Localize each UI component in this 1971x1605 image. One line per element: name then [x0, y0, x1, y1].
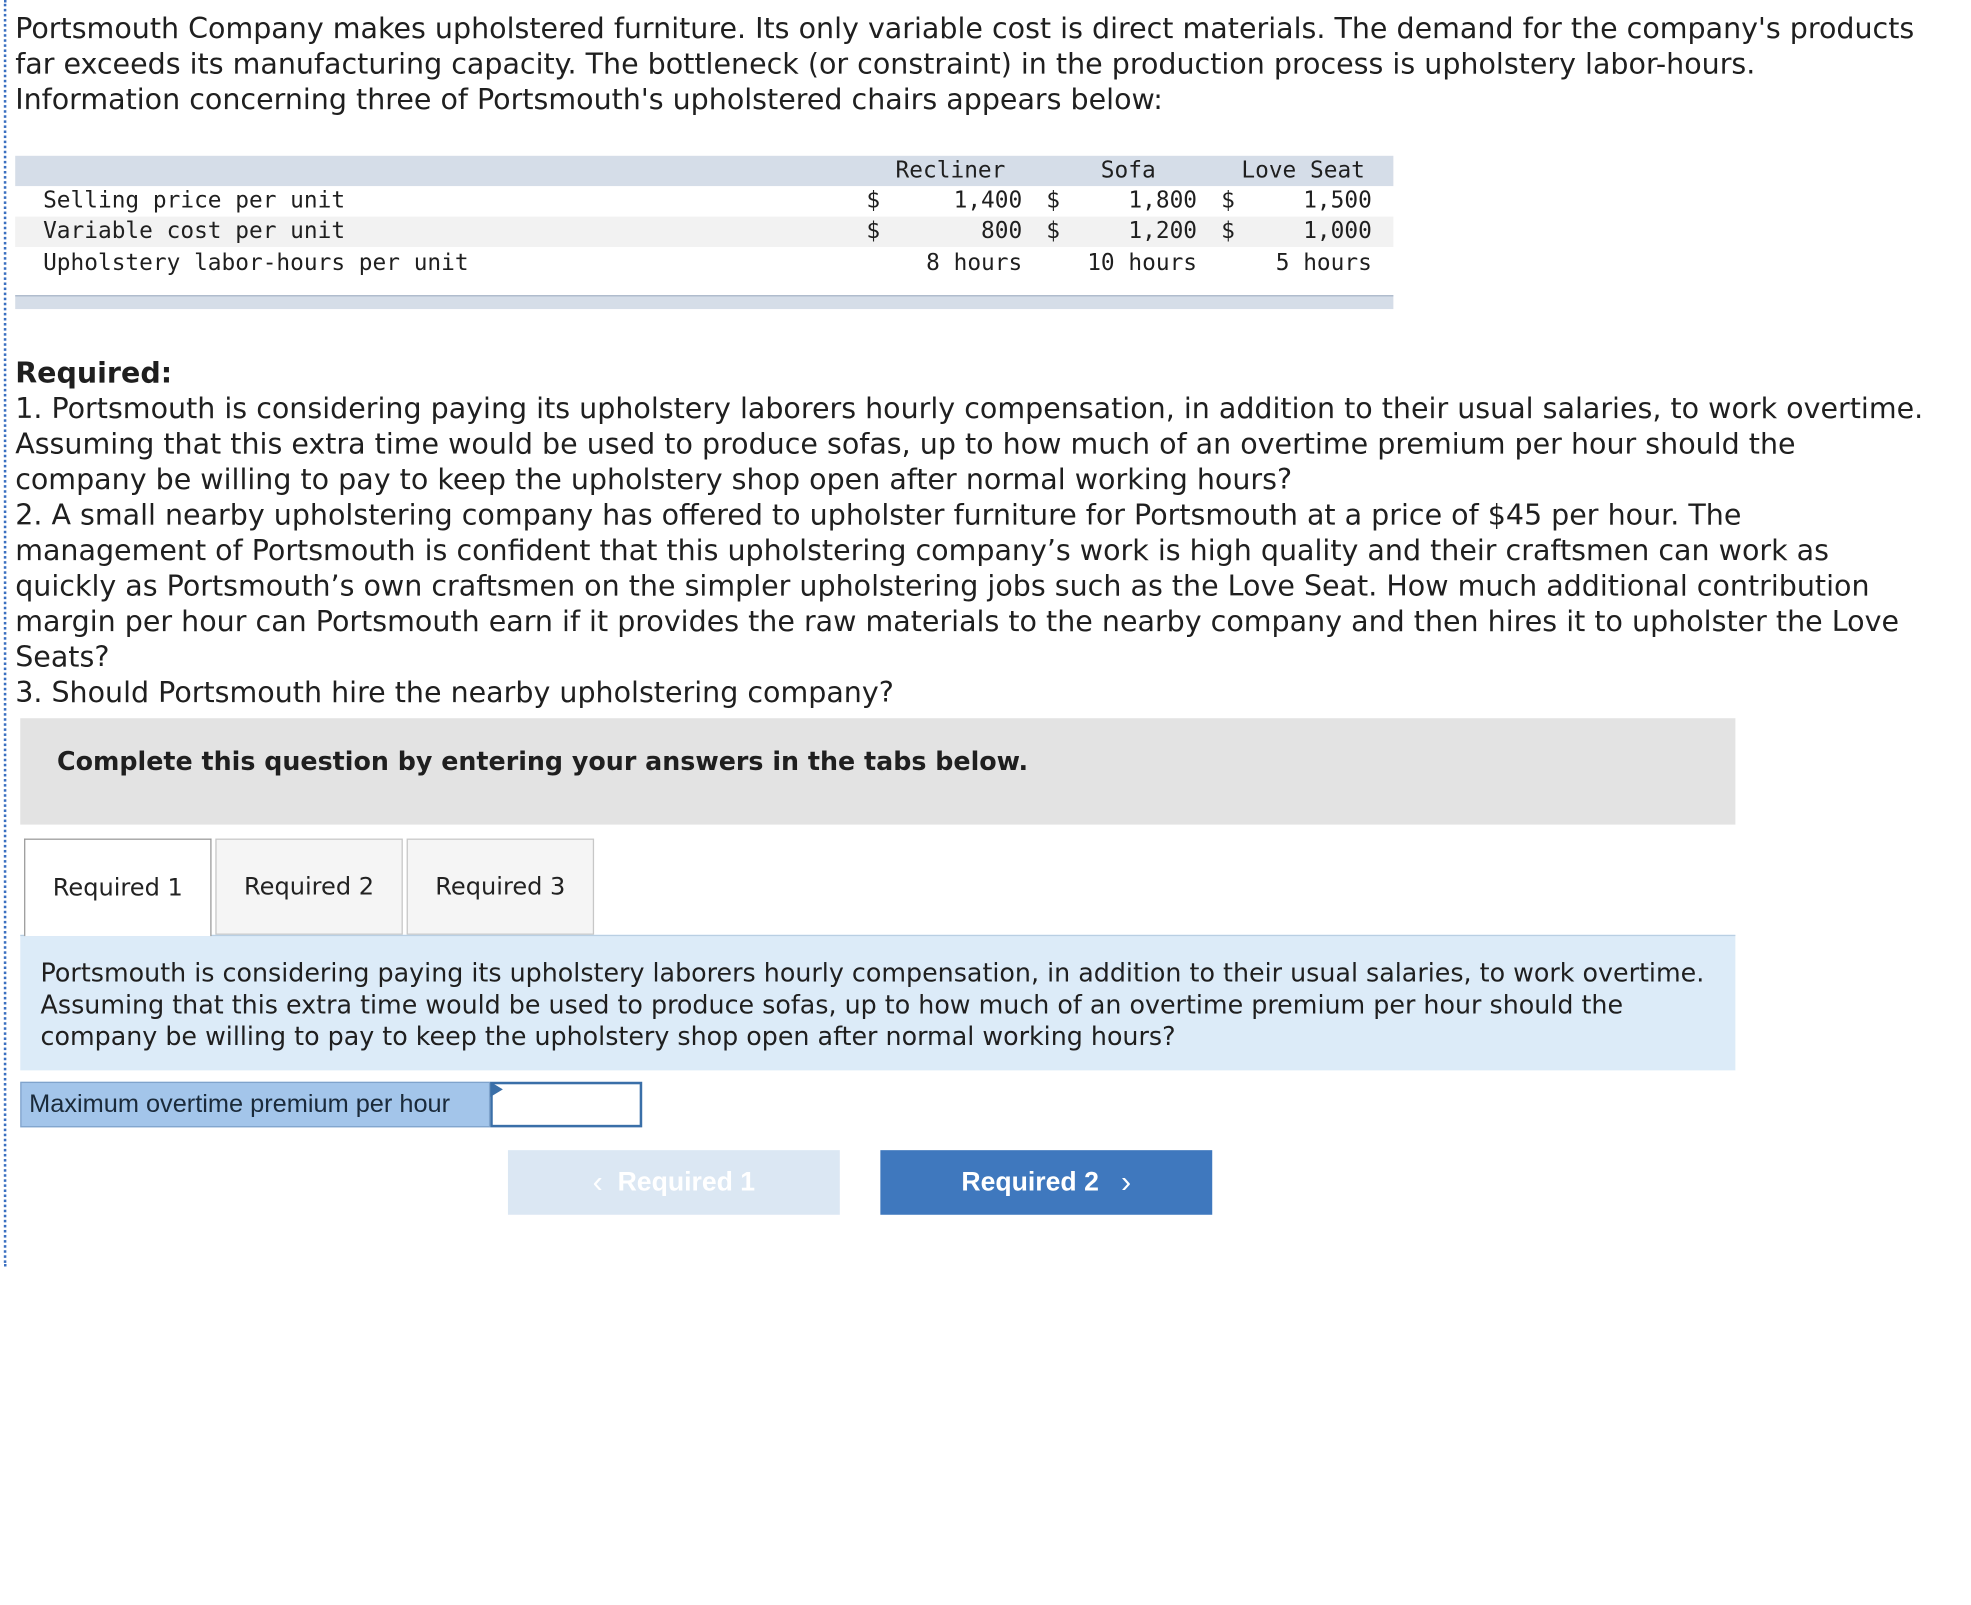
column-header-recliner: Recliner — [895, 157, 1006, 184]
recliner-labor-hours: 8 hours — [926, 249, 1023, 277]
chevron-right-icon: › — [1121, 1164, 1132, 1199]
currency-symbol: $ — [1221, 187, 1235, 215]
column-header-love-seat: Love Seat — [1241, 157, 1365, 184]
currency-symbol: $ — [866, 217, 881, 245]
recliner-variable-cost: 800 — [981, 217, 1023, 245]
required-item-1: 1. Portsmouth is considering paying its upholstery laborers hourly compensation, in addition to their usual salaries, to work overtime. Assuming that this extra time would be used to produce sofas, up to how much of an overtime premium per hour should the company be willing to pay to keep the upholstery shop open after normal working hours? — [15, 392, 1924, 497]
sofa-variable-cost: 1,200 — [1128, 217, 1198, 245]
row-label-labor-hours: Upholstery labor-hours per unit — [43, 249, 469, 277]
instructions-banner — [20, 718, 1735, 824]
next-button-label: Required 2 — [961, 1167, 1099, 1197]
input-corner-marker — [490, 1082, 503, 1097]
next-required-button[interactable] — [880, 1150, 1212, 1215]
recliner-selling-price: 1,400 — [953, 187, 1023, 215]
overtime-premium-input[interactable] — [490, 1082, 642, 1128]
required-title: Required: — [15, 357, 173, 391]
tab-required-3[interactable]: Required 3 — [407, 839, 594, 935]
tab-question-text: Portsmouth is considering paying its upholstery laborers hourly compensation, in addition to their usual salaries, to work overtime. Assuming that this extra time would be used to produce sofas, up to how much of an overtime premium per hour should the company be willing to pay to keep the upholstery shop open after normal working hours? — [40, 957, 1705, 1052]
column-header-sofa: Sofa — [1100, 157, 1156, 184]
prev-button-label: Required 1 — [617, 1167, 756, 1197]
required-item-3: 3. Should Portsmouth hire the nearby upholstering company? — [15, 676, 894, 710]
prev-required-button[interactable] — [508, 1150, 840, 1215]
table-footer-bar — [15, 295, 1393, 309]
answer-label: Maximum overtime premium per hour — [20, 1082, 490, 1128]
problem-intro: Portsmouth Company makes upholstered furniture. Its only variable cost is direct materials. The demand for the company's products far exceeds its manufacturing capacity. The bottleneck (or constraint) in the production process is upholstery labor-hours. Information concerning three of Portsmouth's upholstered chairs appears below: — [15, 12, 1915, 117]
required-section — [15, 356, 1928, 711]
row-label-selling-price: Selling price per unit — [43, 187, 346, 215]
currency-symbol: $ — [1046, 217, 1061, 245]
row-label-variable-cost: Variable cost per unit — [43, 217, 346, 245]
currency-symbol: $ — [1046, 187, 1061, 215]
love-seat-labor-hours: 5 hours — [1275, 249, 1372, 277]
tab-required-1[interactable]: Required 1 — [24, 839, 211, 937]
tab-required-2[interactable]: Required 2 — [215, 839, 402, 935]
table-header-row — [15, 156, 1393, 186]
currency-symbol: $ — [1221, 217, 1235, 245]
required-item-2: 2. A small nearby upholstering company has offered to upholster furniture for Portsmouth at a price of $45 per hour. The management of Portsmouth is confident that this upholstering company’s work is high quality and their craftsmen can work as quickly as Portsmouth’s own craftsmen on the simpler upholstering jobs such as the Love Seat. How much additional contribution margin per hour can Portsmouth earn if it provides the raw materials to the nearby company and then hires it to upholster the Love Seats? — [15, 499, 1899, 674]
love-seat-variable-cost: 1,000 — [1303, 217, 1372, 245]
chevron-left-icon: ‹ — [592, 1164, 603, 1199]
sofa-labor-hours: 10 hours — [1087, 249, 1198, 277]
tab-question-panel — [20, 935, 1735, 1071]
product-data-table — [15, 156, 1393, 308]
sofa-selling-price: 1,800 — [1128, 187, 1198, 215]
left-dotted-border — [4, 0, 7, 1267]
instructions-text: Complete this question by entering your answers in the tabs below. — [57, 746, 1029, 777]
currency-symbol: $ — [866, 187, 881, 215]
love-seat-selling-price: 1,500 — [1303, 187, 1372, 215]
